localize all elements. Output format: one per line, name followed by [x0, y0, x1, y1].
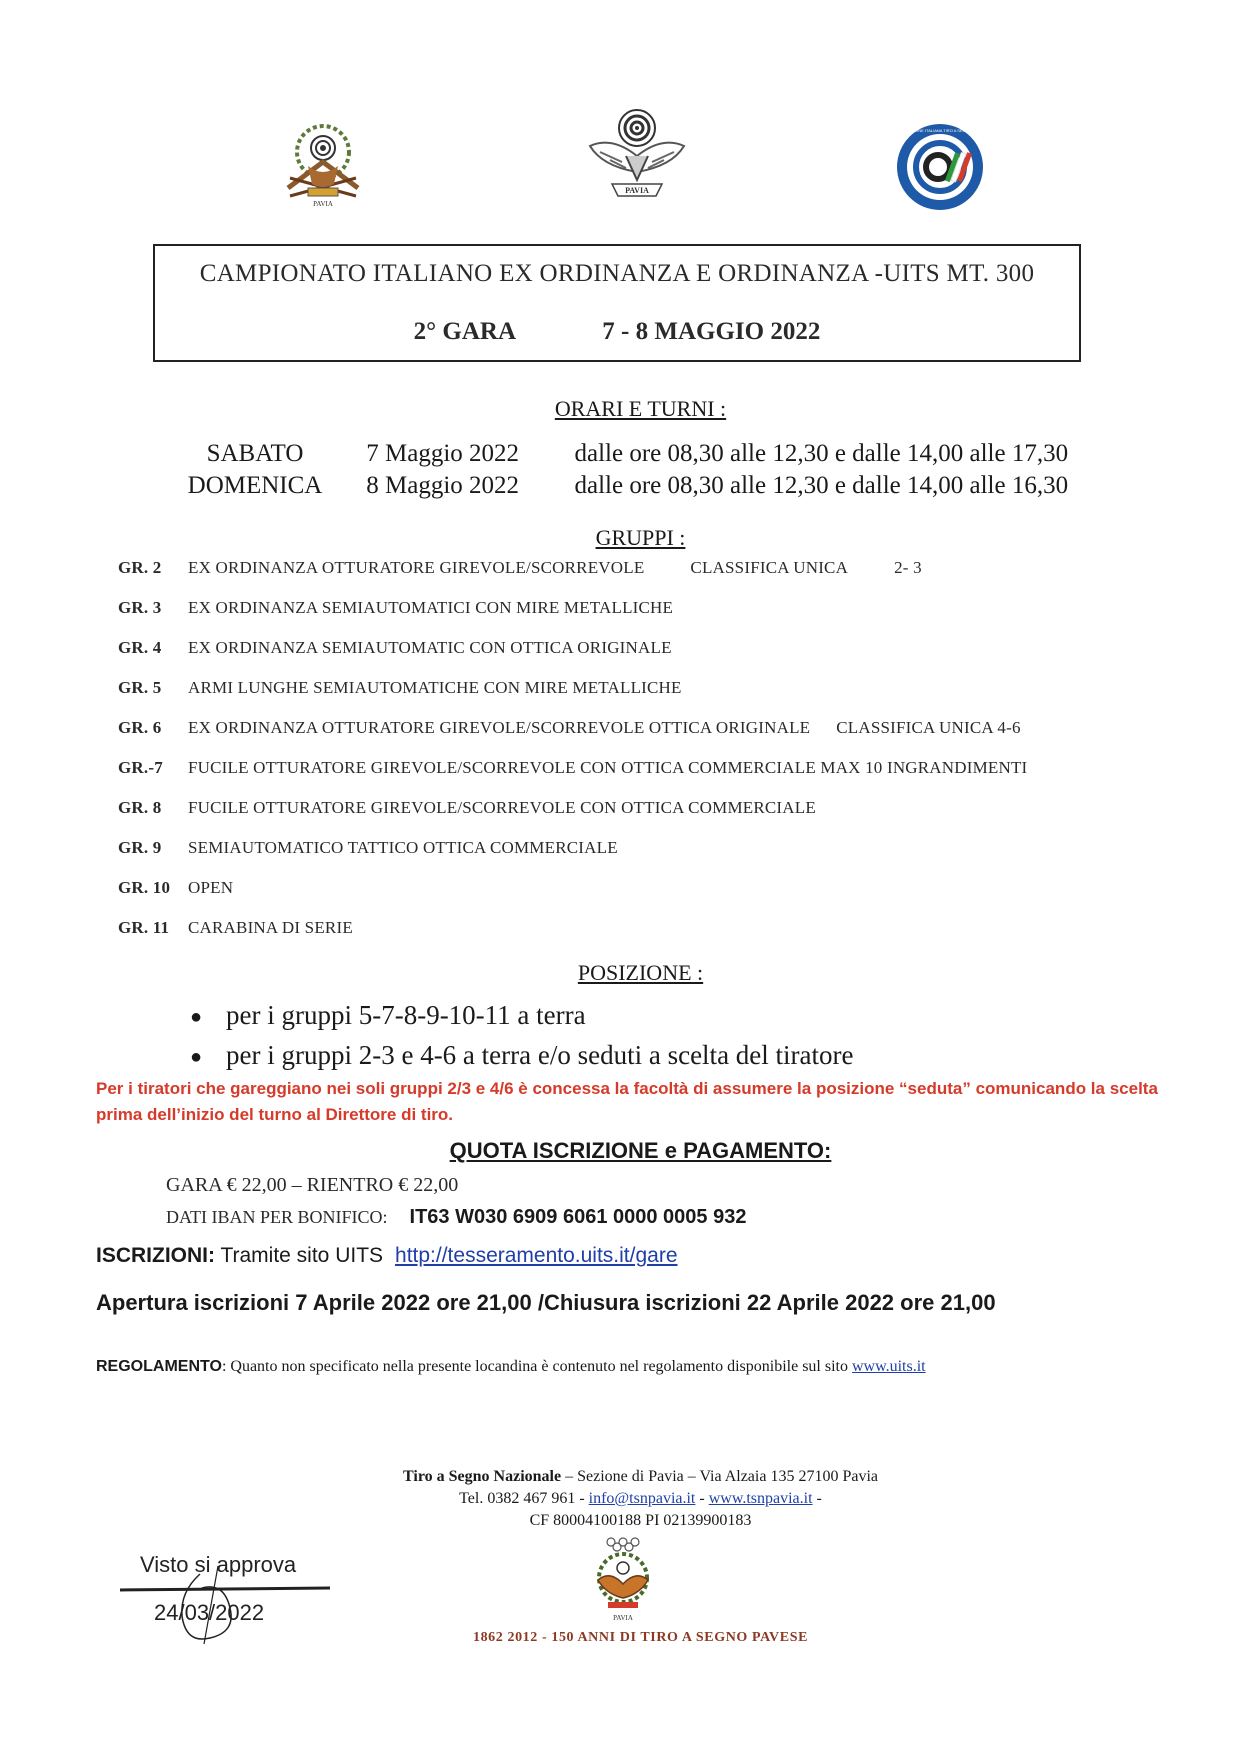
schedule-row: [160, 472, 1068, 500]
schedule-day: DOMENICA: [187, 472, 323, 499]
schedule-row: [160, 440, 1068, 468]
stamp-caption: PAVIA: [613, 1614, 633, 1622]
position-bullet-text: per i gruppi 2-3 e 4-6 a terra e/o seduti a scelta del tiratore: [226, 1040, 854, 1070]
logo-left-caption: PAVIA: [313, 200, 333, 208]
group-row: [118, 558, 922, 578]
schedule-times: dalle ore 08,30 alle 12,30 e dalle 14,00 alle 17,30: [574, 440, 1069, 467]
tsn-anniversary-emblem: [578, 1536, 668, 1624]
group-desc: CARABINA DI SERIE: [188, 918, 353, 937]
posizione-heading: POSIZIONE :: [577, 960, 704, 985]
group-code: GR. 3: [118, 598, 162, 617]
group-row: [118, 878, 233, 898]
group-code: GR. 6: [118, 718, 162, 737]
group-desc: FUCILE OTTURATORE GIREVOLE/SCORREVOLE CON OTTICA COMMERCIALE: [188, 798, 816, 817]
registration-window: Apertura iscrizioni 7 Aprile 2022 ore 21,00 /Chiusura iscrizioni 22 Aprile 2022 ore 21,00: [96, 1290, 996, 1315]
schedule-day: SABATO: [206, 440, 304, 467]
group-code: GR. 2: [118, 558, 162, 577]
group-desc: EX ORDINANZA SEMIAUTOMATIC CON OTTICA ORIGINALE: [188, 638, 672, 657]
footer-org-name: Tiro a Segno Nazionale: [403, 1468, 562, 1485]
logo-right-caption: UNIONE ITALIANA TIRO A SEGNO: [908, 128, 972, 133]
group-row: [118, 678, 682, 698]
bullet-dot-icon: ●: [190, 1046, 203, 1069]
event-title: CAMPIONATO ITALIANO EX ORDINANZA E ORDINANZA -UITS MT. 300: [199, 260, 1035, 287]
group-row: [118, 598, 673, 618]
group-desc: EX ORDINANZA OTTURATORE GIREVOLE/SCORREVOLE OTTICA ORIGINALE: [188, 718, 811, 737]
group-row: [118, 638, 672, 658]
fee-line: GARA € 22,00 – RIENTRO € 22,00: [166, 1174, 459, 1196]
regolamento-text: : Quanto non specificato nella presente locandina è contenuto nel regolamento disponibile sul sito: [221, 1358, 852, 1375]
approval-date: 24/03/2022: [154, 1600, 265, 1625]
approval-text: Visto si approva: [140, 1552, 297, 1577]
uits-logo-right: [892, 122, 988, 212]
group-row: [118, 758, 1027, 778]
footer-tel: Tel. 0382 467 961 -: [459, 1490, 589, 1507]
group-code: GR. 4: [118, 638, 162, 657]
tsn-pavia-logo-center: [582, 106, 692, 204]
group-desc: EX ORDINANZA SEMIAUTOMATICI CON MIRE METALLICHE: [188, 598, 674, 617]
footer-address: – Sezione di Pavia – Via Alzaia 135 27100 Pavia: [561, 1468, 878, 1485]
footer-tax-ids: CF 80004100188 PI 02139900183: [529, 1512, 752, 1529]
group-desc: SEMIAUTOMATICO TATTICO OTTICA COMMERCIALE: [188, 838, 618, 857]
footer-org: [40, 1468, 1241, 1486]
group-row: [118, 838, 618, 858]
event-subtitle: [155, 318, 1079, 346]
gruppi-heading: GRUPPI :: [595, 525, 686, 550]
group-ranking: CLASSIFICA UNICA: [690, 558, 849, 577]
iban-line: [166, 1206, 746, 1229]
group-row: [118, 718, 1021, 738]
regolamento-label: REGOLAMENTO: [96, 1358, 222, 1375]
gara-label: 2° GARA: [413, 318, 517, 345]
group-code: GR. 8: [118, 798, 162, 817]
group-ranking-range: 2- 3: [894, 558, 922, 577]
footer-contacts: [40, 1490, 1241, 1508]
anniversary-line: 1862 2012 - 150 ANNI DI TIRO A SEGNO PAVESE: [472, 1630, 809, 1645]
iban-value: IT63 W030 6909 6061 0000 0005 932: [409, 1206, 747, 1228]
position-bullet: [190, 1000, 586, 1031]
regolamento-line: [96, 1358, 926, 1376]
position-bullet-text: per i gruppi 5-7-8-9-10-11 a terra: [226, 1000, 586, 1030]
footer-email-link[interactable]: info@tsnpavia.it: [588, 1490, 696, 1507]
group-code: GR. 10: [118, 878, 171, 897]
event-dates: 7 - 8 MAGGIO 2022: [602, 318, 821, 345]
regolamento-link[interactable]: www.uits.it: [851, 1358, 926, 1375]
footer-end: -: [812, 1490, 822, 1507]
approval-stamp: [120, 1552, 340, 1652]
group-code: GR.-7: [118, 758, 163, 777]
group-row: [118, 798, 816, 818]
group-code: GR. 5: [118, 678, 162, 697]
group-row: [118, 918, 353, 938]
group-desc: ARMI LUNGHE SEMIAUTOMATICHE CON MIRE METALLICHE: [188, 678, 682, 697]
seated-position-note: Per i tiratori che gareggiano nei soli gruppi 2/3 e 4/6 è concessa la facoltà di assumere la posizione “seduta” comunicando la scelta prima dell’inizio del turno al Direttore di tiro.: [96, 1079, 1158, 1124]
group-desc: OPEN: [188, 878, 234, 897]
title-box: [153, 244, 1081, 362]
footer-site-link[interactable]: www.tsnpavia.it: [708, 1490, 813, 1507]
group-desc: FUCILE OTTURATORE GIREVOLE/SCORREVOLE CON OTTICA COMMERCIALE MAX 10 INGRANDIMENTI: [188, 758, 1028, 777]
position-bullet: [190, 1040, 854, 1071]
logo-center-caption: PAVIA: [625, 186, 649, 195]
iscrizioni-label: ISCRIZIONI:: [96, 1244, 215, 1267]
group-code: GR. 9: [118, 838, 162, 857]
iscrizioni-text: Tramite sito UITS: [215, 1244, 384, 1267]
footer-sep: -: [695, 1490, 709, 1507]
tsn-eagle-logo-left: [268, 118, 378, 210]
group-ranking: CLASSIFICA UNICA 4-6: [836, 718, 1021, 737]
group-desc: EX ORDINANZA OTTURATORE GIREVOLE/SCORREVOLE: [188, 558, 645, 577]
schedule-date: 8 Maggio 2022: [366, 472, 520, 499]
orari-heading: ORARI E TURNI :: [554, 396, 727, 421]
group-code: GR. 11: [118, 918, 170, 937]
schedule-times: dalle ore 08,30 alle 12,30 e dalle 14,00 alle 16,30: [574, 472, 1069, 499]
iban-label: DATI IBAN PER BONIFICO:: [166, 1207, 388, 1227]
bullet-dot-icon: ●: [190, 1006, 203, 1029]
iscrizioni-link[interactable]: http://tesseramento.uits.it/gare: [395, 1244, 678, 1267]
quota-heading: QUOTA ISCRIZIONE e PAGAMENTO:: [449, 1138, 832, 1163]
iscrizioni-line: [96, 1244, 678, 1268]
schedule-date: 7 Maggio 2022: [366, 440, 520, 467]
